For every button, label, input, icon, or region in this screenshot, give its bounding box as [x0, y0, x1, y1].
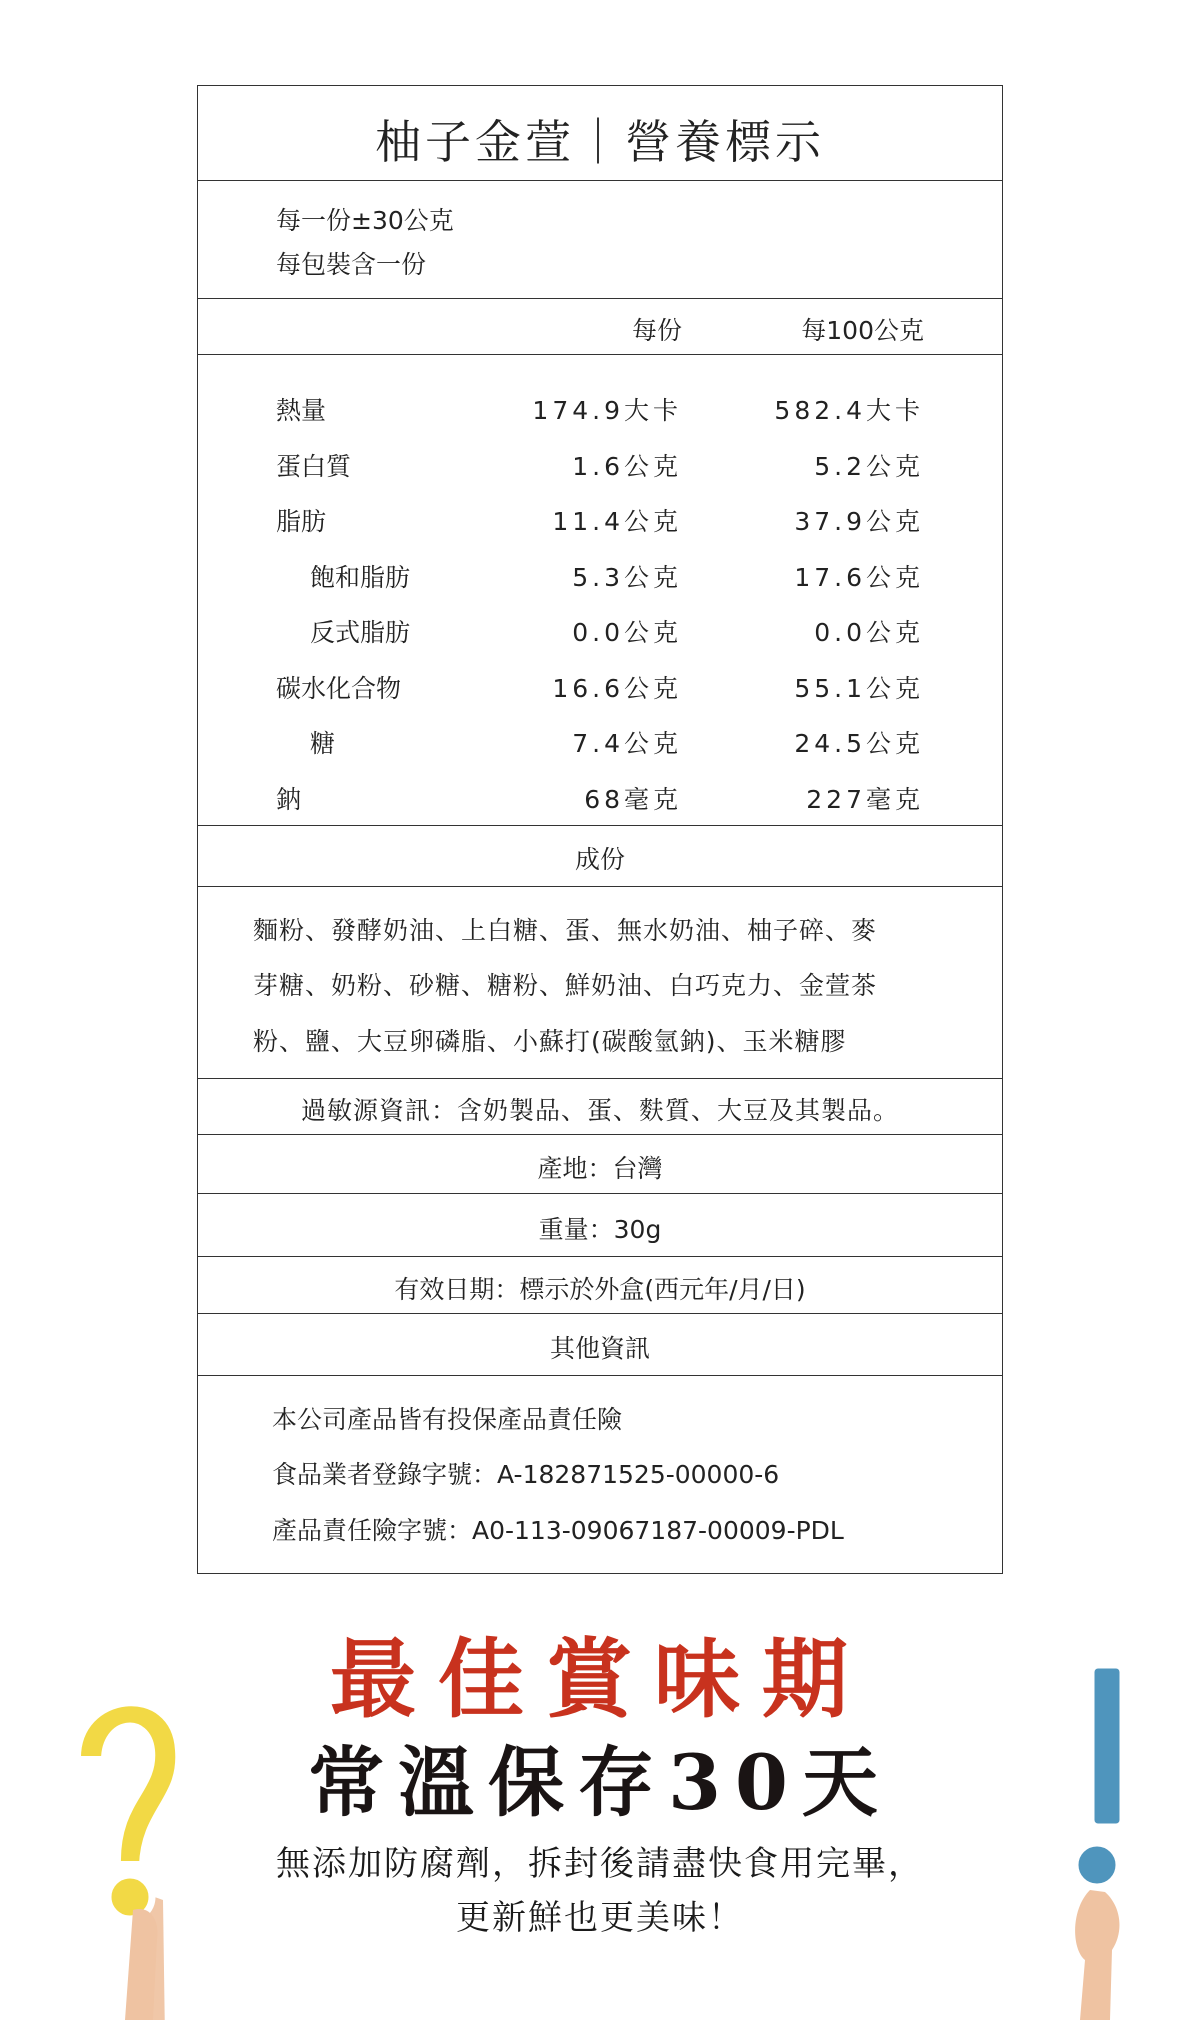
nutrient-rows — [198, 355, 1002, 826]
nutrient-per-100g: 582.4大卡 — [774, 396, 924, 425]
origin-row — [198, 1135, 1002, 1194]
nutrient-name: 蛋白質 — [276, 451, 352, 481]
nutrient-per-serving: 1.6公克 — [572, 451, 682, 481]
other-line: 本公司產品皆有投保產品責任險 — [272, 1405, 623, 1434]
promo-line-1: 無添加防腐劑，拆封後請盡快食用完畢， — [276, 1844, 924, 1884]
nutrient-per-serving: 0.0公克 — [572, 618, 682, 647]
other-heading-row — [198, 1314, 1002, 1376]
nutrition-label — [197, 85, 1003, 1574]
ingredients-line: 芽糖、奶粉、砂糖、糖粉、鮮奶油、白巧克力、金萱茶 — [253, 971, 878, 1000]
origin: 產地：台灣 — [537, 1154, 663, 1183]
allergen-info: 過敏源資訊：含奶製品、蛋、麩質、大豆及其製品。 — [300, 1096, 899, 1125]
nutrient-name: 飽和脂肪 — [310, 562, 411, 592]
serving-size: 每一份±30公克 — [276, 206, 454, 235]
nutrient-per-100g: 24.5公克 — [794, 729, 924, 758]
nutrient-name: 脂肪 — [276, 507, 327, 536]
other-info — [198, 1376, 1002, 1573]
weight-row — [198, 1194, 1002, 1257]
ingredients-line: 麵粉、發酵奶油、上白糖、蛋、無水奶油、柚子碎、麥 — [253, 916, 878, 945]
promo-line-2: 更新鮮也更美味！ — [456, 1898, 744, 1938]
other-line: 產品責任險字號：A0-113-09067187-00009-PDL — [272, 1516, 844, 1545]
nutrient-name: 反式脂肪 — [310, 618, 411, 647]
allergen-row — [198, 1079, 1002, 1135]
nutrient-per-serving: 174.9大卡 — [532, 396, 682, 425]
nutrient-name: 鈉 — [276, 784, 302, 814]
title-row — [198, 86, 1002, 181]
nutrient-per-100g: 5.2公克 — [814, 451, 924, 481]
nutrient-per-100g: 0.0公克 — [814, 618, 924, 647]
col-per-100g: 每100公克 — [801, 316, 924, 345]
nutrient-per-100g: 55.1公克 — [794, 673, 924, 703]
column-header-row — [198, 299, 1002, 355]
weight: 重量：30g — [538, 1215, 662, 1244]
nutrient-per-100g: 227毫克 — [806, 784, 924, 814]
expiry: 有效日期：標示於外盒(西元年/月/日) — [394, 1275, 806, 1304]
page-title: 柚子金萱｜營養標示 — [375, 115, 825, 169]
servings-per-pack: 每包裝含一份 — [276, 250, 427, 279]
nutrient-name: 糖 — [310, 729, 336, 758]
shelf-life-subhead: 常溫保存30天 — [308, 1738, 892, 1827]
col-per-serving: 每份 — [631, 316, 682, 345]
nutrient-per-100g: 17.6公克 — [794, 562, 924, 592]
ingredients-heading: 成份 — [574, 845, 625, 874]
best-before-headline: 最佳賞味期 — [330, 1629, 870, 1730]
other-heading: 其他資訊 — [549, 1334, 650, 1363]
other-line: 食品業者登錄字號：A-182871525-00000-6 — [272, 1460, 780, 1489]
ingredients-heading-row — [198, 826, 1002, 887]
ingredients-line: 粉、鹽、大豆卵磷脂、小蘇打(碳酸氫鈉)、玉米糖膠 — [253, 1027, 847, 1056]
nutrient-per-serving: 68毫克 — [584, 784, 682, 814]
nutrient-name: 碳水化合物 — [276, 673, 402, 703]
nutrient-per-serving: 5.3公克 — [572, 562, 682, 592]
nutrient-per-serving: 16.6公克 — [552, 673, 682, 703]
serving-row — [198, 181, 1002, 299]
nutrient-name: 熱量 — [276, 396, 327, 425]
nutrient-per-100g: 37.9公克 — [794, 507, 924, 536]
nutrient-per-serving: 7.4公克 — [572, 729, 682, 758]
expiry-row — [198, 1257, 1002, 1314]
ingredients-row — [198, 887, 1002, 1079]
nutrient-per-serving: 11.4公克 — [552, 507, 682, 536]
